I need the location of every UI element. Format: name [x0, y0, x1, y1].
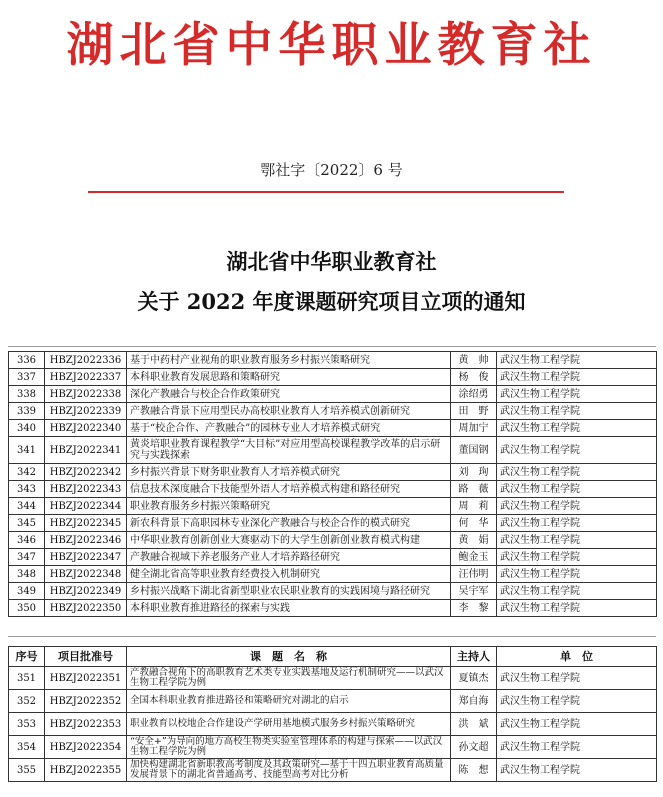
- cell-no: 337: [9, 369, 45, 386]
- cell-host: 郑自海: [451, 690, 497, 713]
- header-no: 序号: [9, 647, 45, 667]
- cell-host: 吴宇军: [451, 583, 497, 600]
- cell-code: HBZJ2022344: [45, 498, 127, 515]
- cell-no: 339: [9, 403, 45, 420]
- header-unit: 单 位: [497, 647, 657, 667]
- table-row: [9, 420, 657, 437]
- table-row: [9, 515, 657, 532]
- cell-host: 周加宁: [451, 420, 497, 437]
- cell-no: 347: [9, 549, 45, 566]
- cell-host: 孙文超: [451, 736, 497, 759]
- cell-code: HBZJ2022355: [45, 759, 127, 782]
- cell-title: 信息技术深度融合下技能型外语人才培养模式构建和路径研究: [127, 481, 451, 498]
- cell-title: 乡村振兴背景下财务职业教育人才培养模式研究: [127, 464, 451, 481]
- cell-no: 343: [9, 481, 45, 498]
- cell-title: 职业教育服务乡村振兴策略研究: [127, 498, 451, 515]
- cell-title: 产教融合视域下养老服务产业人才培养路径研究: [127, 549, 451, 566]
- cell-host: 杨 俊: [451, 369, 497, 386]
- cell-host: 董国钢: [451, 437, 497, 464]
- table-row: [9, 369, 657, 386]
- cell-title: 基于“校企合作、产教融合”的园林专业人才培养模式研究: [127, 420, 451, 437]
- cell-title: 黄炎培职业教育课程教学“大目标”对应用型高校课程教学改革的启示研究与实践探索: [127, 437, 451, 464]
- table-row: [9, 352, 657, 369]
- cell-code: HBZJ2022341: [45, 437, 127, 464]
- cell-host: 涂绍勇: [451, 386, 497, 403]
- cell-unit: 武汉生物工程学院: [497, 713, 657, 736]
- header-code: 项目批准号: [45, 647, 127, 667]
- cell-title: 本科职业教育发展思路和策略研究: [127, 369, 451, 386]
- cell-host: 洪 斌: [451, 713, 497, 736]
- cell-title: 中华职业教育创新创业大赛驱动下的大学生创新创业教育模式构建: [127, 532, 451, 549]
- cell-no: 349: [9, 583, 45, 600]
- cell-code: HBZJ2022342: [45, 464, 127, 481]
- cell-title: 全国本科职业教育推进路径和策略研究对湖北的启示: [127, 690, 451, 713]
- table-row: [9, 583, 657, 600]
- cell-host: 汪伟明: [451, 566, 497, 583]
- cell-no: 350: [9, 600, 45, 617]
- cell-no: 341: [9, 437, 45, 464]
- cell-no: 346: [9, 532, 45, 549]
- cell-title: 乡村振兴战略下湖北省新型职业农民职业教育的实践困境与路径研究: [127, 583, 451, 600]
- cell-host: 黄 娟: [451, 532, 497, 549]
- cell-unit: 武汉生物工程学院: [497, 549, 657, 566]
- cell-code: HBZJ2022352: [45, 690, 127, 713]
- cell-unit: 武汉生物工程学院: [497, 583, 657, 600]
- cell-host: 刘 珣: [451, 464, 497, 481]
- project-table-part1: [8, 351, 657, 617]
- page-cut-line: [8, 636, 656, 637]
- cell-unit: 武汉生物工程学院: [497, 600, 657, 617]
- cell-title: 基于中药村产业视角的职业教育服务乡村振兴策略研究: [127, 352, 451, 369]
- cell-unit: 武汉生物工程学院: [497, 566, 657, 583]
- cell-host: 周 莉: [451, 498, 497, 515]
- cell-unit: 武汉生物工程学院: [497, 464, 657, 481]
- cell-code: HBZJ2022338: [45, 386, 127, 403]
- table-row: [9, 498, 657, 515]
- cell-code: HBZJ2022336: [45, 352, 127, 369]
- cell-unit: 武汉生物工程学院: [497, 667, 657, 690]
- table-row: [9, 600, 657, 617]
- cell-title: 产教融合背景下应用型民办高校职业教育人才培养模式创新研究: [127, 403, 451, 420]
- cell-code: HBZJ2022354: [45, 736, 127, 759]
- cell-code: HBZJ2022343: [45, 481, 127, 498]
- table-row: [9, 532, 657, 549]
- table-row: [9, 386, 657, 403]
- masthead-title: 湖北省中华职业教育社: [66, 18, 597, 73]
- cell-no: 342: [9, 464, 45, 481]
- table-row: [9, 437, 657, 464]
- notice-title-line1: 湖北省中华职业教育社: [226, 249, 437, 274]
- cell-title: 职业教育以校地企合作建设产学研用基地模式服务乡村振兴策略研究: [127, 713, 451, 736]
- cell-unit: 武汉生物工程学院: [497, 759, 657, 782]
- table-row: [9, 736, 657, 759]
- cell-no: 353: [9, 713, 45, 736]
- cell-code: HBZJ2022353: [45, 713, 127, 736]
- cell-host: 何 华: [451, 515, 497, 532]
- cell-title: 新农科背景下高职园林专业深化产教融合与校企合作的模式研究: [127, 515, 451, 532]
- cell-title: 产教融合视角下的高职教育艺术类专业实践基地及运行机制研究——以武汉生物工程学院为例: [127, 667, 451, 690]
- cell-no: 354: [9, 736, 45, 759]
- cell-unit: 武汉生物工程学院: [497, 369, 657, 386]
- cell-unit: 武汉生物工程学院: [497, 690, 657, 713]
- cell-code: HBZJ2022339: [45, 403, 127, 420]
- document-number: 鄂社字〔2022〕6 号: [260, 161, 403, 179]
- cell-no: 351: [9, 667, 45, 690]
- table-row: [9, 713, 657, 736]
- table-row: [9, 566, 657, 583]
- cell-no: 336: [9, 352, 45, 369]
- cell-unit: 武汉生物工程学院: [497, 352, 657, 369]
- cell-no: 348: [9, 566, 45, 583]
- cell-unit: 武汉生物工程学院: [497, 515, 657, 532]
- cell-code: HBZJ2022349: [45, 583, 127, 600]
- cell-code: HBZJ2022337: [45, 369, 127, 386]
- cell-unit: 武汉生物工程学院: [497, 498, 657, 515]
- cell-title: 深化产教融合与校企合作政策研究: [127, 386, 451, 403]
- table-row: [9, 481, 657, 498]
- cell-unit: 武汉生物工程学院: [497, 532, 657, 549]
- cell-host: 陈 想: [451, 759, 497, 782]
- cell-title: 加快构建湖北省新职教高考制度及其政策研究—基于十四五职业教育高质量发展背景下的湖北省普通高考、技能型高考对比分析: [127, 759, 451, 782]
- table-row: [9, 464, 657, 481]
- cell-code: HBZJ2022348: [45, 566, 127, 583]
- table-row: [9, 759, 657, 782]
- header-title: 课 题 名 称: [127, 647, 451, 667]
- notice-title-line2: 关于 2022 年度课题研究项目立项的通知: [137, 289, 526, 314]
- table-header-row: [9, 647, 657, 667]
- cell-unit: 武汉生物工程学院: [497, 403, 657, 420]
- cell-host: 黄 帅: [451, 352, 497, 369]
- cell-code: HBZJ2022350: [45, 600, 127, 617]
- cell-host: 田 野: [451, 403, 497, 420]
- cell-title: 本科职业教育推进路径的探索与实践: [127, 600, 451, 617]
- red-divider-line: [88, 191, 564, 193]
- cell-code: HBZJ2022345: [45, 515, 127, 532]
- cell-code: HBZJ2022340: [45, 420, 127, 437]
- header-host: 主持人: [451, 647, 497, 667]
- table-row: [9, 690, 657, 713]
- table-row: [9, 667, 657, 690]
- project-table-part2: [8, 646, 657, 782]
- cell-unit: 武汉生物工程学院: [497, 481, 657, 498]
- cell-no: 345: [9, 515, 45, 532]
- cell-no: 340: [9, 420, 45, 437]
- cell-title: 健全湖北省高等职业教育经费投入机制研究: [127, 566, 451, 583]
- cell-code: HBZJ2022347: [45, 549, 127, 566]
- cell-code: HBZJ2022351: [45, 667, 127, 690]
- cell-no: 352: [9, 690, 45, 713]
- page-cut-line: [8, 346, 656, 347]
- cell-host: 路 薇: [451, 481, 497, 498]
- cell-unit: 武汉生物工程学院: [497, 386, 657, 403]
- cell-unit: 武汉生物工程学院: [497, 736, 657, 759]
- table-row: [9, 549, 657, 566]
- cell-no: 344: [9, 498, 45, 515]
- cell-unit: 武汉生物工程学院: [497, 420, 657, 437]
- cell-host: 夏镇杰: [451, 667, 497, 690]
- cell-host: 鲍金玉: [451, 549, 497, 566]
- cell-title: “安全+”为导向的地方高校生物类实验室管理体系的构建与探索——以武汉生物工程学院为例: [127, 736, 451, 759]
- cell-unit: 武汉生物工程学院: [497, 437, 657, 464]
- cell-no: 338: [9, 386, 45, 403]
- cell-host: 李 黎: [451, 600, 497, 617]
- table-row: [9, 403, 657, 420]
- cell-no: 355: [9, 759, 45, 782]
- cell-code: HBZJ2022346: [45, 532, 127, 549]
